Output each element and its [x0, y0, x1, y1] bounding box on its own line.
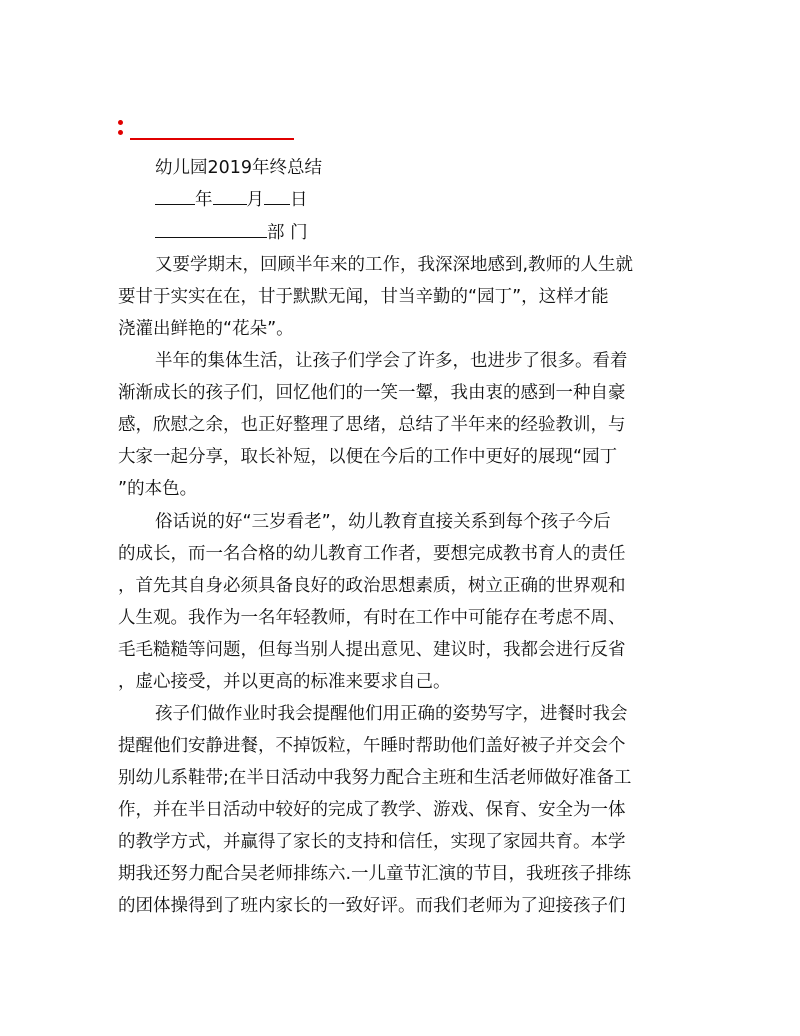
date-line — [155, 184, 735, 215]
year-label: 年 — [195, 190, 213, 210]
department-line — [155, 217, 735, 248]
document-title: 幼儿园2019年终总结 — [155, 158, 323, 178]
header-mark — [118, 118, 298, 142]
body-line: 人生观。我作为一名年轻教师，有时在工作中可能存在考虑不周、 — [118, 608, 626, 628]
body-line: 的成长，而一名合格的幼儿教育工作者，要想完成教书育人的责任 — [118, 544, 626, 564]
day-blank — [264, 184, 290, 205]
red-underline — [130, 138, 294, 140]
body-line: ，首先其自身必须具备良好的政治思想素质，树立正确的世界观和 — [118, 576, 626, 596]
red-dot — [118, 130, 123, 135]
month-blank — [213, 184, 247, 205]
body-line: 又要学期末，回顾半年来的工作，我深深地感到,教师的人生就 — [155, 255, 634, 275]
red-dot — [118, 120, 123, 125]
year-blank — [155, 184, 195, 205]
day-label: 日 — [290, 190, 308, 210]
body-line: 孩子们做作业时我会提醒他们用正确的姿势写字，进餐时我会 — [155, 704, 628, 724]
body-line: 浇灌出鲜艳的“花朵”。 — [118, 319, 294, 339]
body-line: 期我还努力配合吴老师排练六.一儿童节汇演的节目，我班孩子排练 — [118, 864, 632, 884]
body-line: 半年的集体生活，让孩子们学会了许多，也进步了很多。看着 — [155, 351, 628, 371]
department-blank — [155, 217, 267, 238]
body-line: ，虚心接受，并以更高的标准来要求自己。 — [118, 672, 451, 692]
body-line: 的教学方式，并赢得了家长的支持和信任，实现了家园共育。本学 — [118, 832, 626, 852]
body-line: 感，欣慰之余，也正好整理了思绪，总结了半年来的经验教训，与 — [118, 415, 626, 435]
body-line: 要甘于实实在在，甘于默默无闻，甘当辛勤的“园丁”，这样才能 — [118, 287, 609, 307]
body-line: 提醒他们安静进餐，不掉饭粒，午睡时帮助他们盖好被子并交会个 — [118, 736, 626, 756]
body-line: 的团体操得到了班内家长的一致好评。而我们老师为了迎接孩子们 — [118, 896, 626, 916]
body-line: 渐渐成长的孩子们，回忆他们的一笑一颦，我由衷的感到一种自豪 — [118, 383, 626, 403]
body-line: ”的本色。 — [118, 479, 198, 499]
body-line: 毛毛糙糙等问题，但每当别人提出意见、建议时，我都会进行反省 — [118, 640, 626, 660]
body-line: 作，并在半日活动中较好的完成了教学、游戏、保育、安全为一体 — [118, 800, 626, 820]
body-line: 别幼儿系鞋带;在半日活动中我努力配合主班和生活老师做好准备工 — [118, 768, 632, 788]
department-label: 部 门 — [267, 223, 308, 243]
body-line: 俗话说的好“三岁看老”，幼儿教育直接关系到每个孩子今后 — [155, 512, 611, 532]
month-label: 月 — [246, 190, 264, 210]
body-line: 大家一起分享，取长补短，以便在今后的工作中更好的展现“园丁 — [118, 447, 618, 467]
